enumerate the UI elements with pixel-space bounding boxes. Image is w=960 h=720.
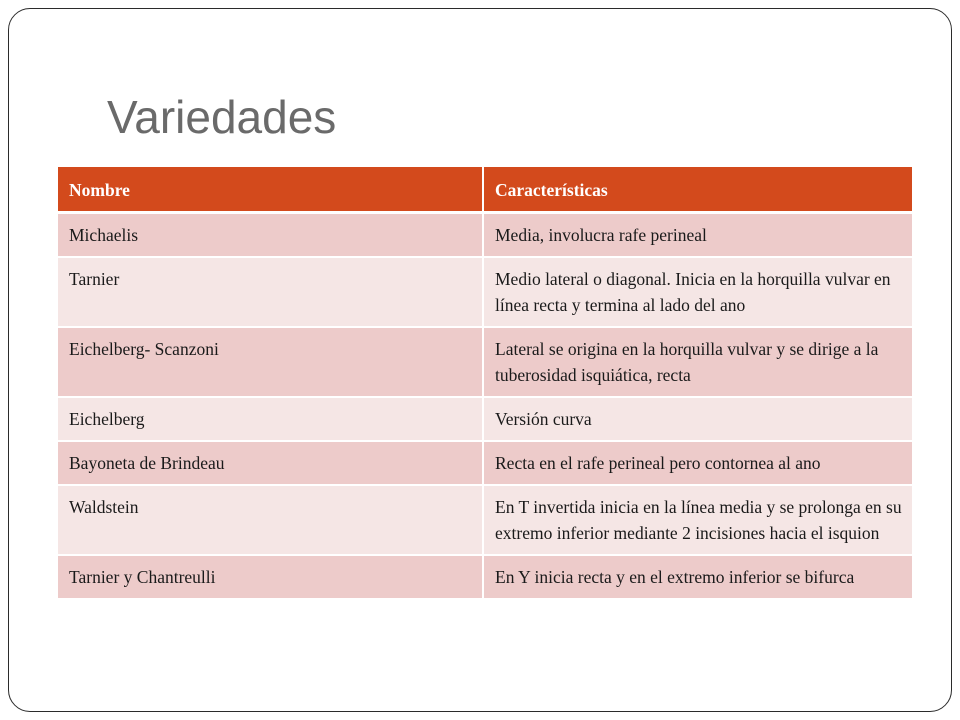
varieties-table	[58, 167, 912, 600]
column-header-nombre: Nombre	[58, 167, 483, 213]
description-cell: Recta en el rafe perineal pero contornea al ano	[483, 441, 912, 485]
table-row	[58, 485, 912, 555]
description-cell: Medio lateral o diagonal. Inicia en la horquilla vulvar en línea recta y termina al lado del ano	[483, 257, 912, 327]
name-cell: Bayoneta de Brindeau	[58, 441, 483, 485]
table-row	[58, 257, 912, 327]
description-cell: Media, involucra rafe perineal	[483, 213, 912, 258]
column-header-caracteristicas: Características	[483, 167, 912, 213]
slide-title: Variedades	[107, 91, 337, 143]
name-cell: Tarnier y Chantreulli	[58, 555, 483, 599]
table-header-row	[58, 167, 912, 213]
name-cell: Eichelberg- Scanzoni	[58, 327, 483, 397]
description-cell: Versión curva	[483, 397, 912, 441]
name-cell: Tarnier	[58, 257, 483, 327]
description-cell: Lateral se origina en la horquilla vulvar y se dirige a la tuberosidad isquiática, recta	[483, 327, 912, 397]
table-row	[58, 327, 912, 397]
name-cell: Eichelberg	[58, 397, 483, 441]
table-row	[58, 441, 912, 485]
table-row	[58, 555, 912, 599]
name-cell: Waldstein	[58, 485, 483, 555]
table-row	[58, 213, 912, 258]
description-cell: En T invertida inicia en la línea media y se prolonga en su extremo inferior mediante 2 incisiones hacia el isquion	[483, 485, 912, 555]
name-cell: Michaelis	[58, 213, 483, 258]
slide	[8, 8, 952, 712]
description-cell: En Y inicia recta y en el extremo inferior se bifurca	[483, 555, 912, 599]
table-row	[58, 397, 912, 441]
